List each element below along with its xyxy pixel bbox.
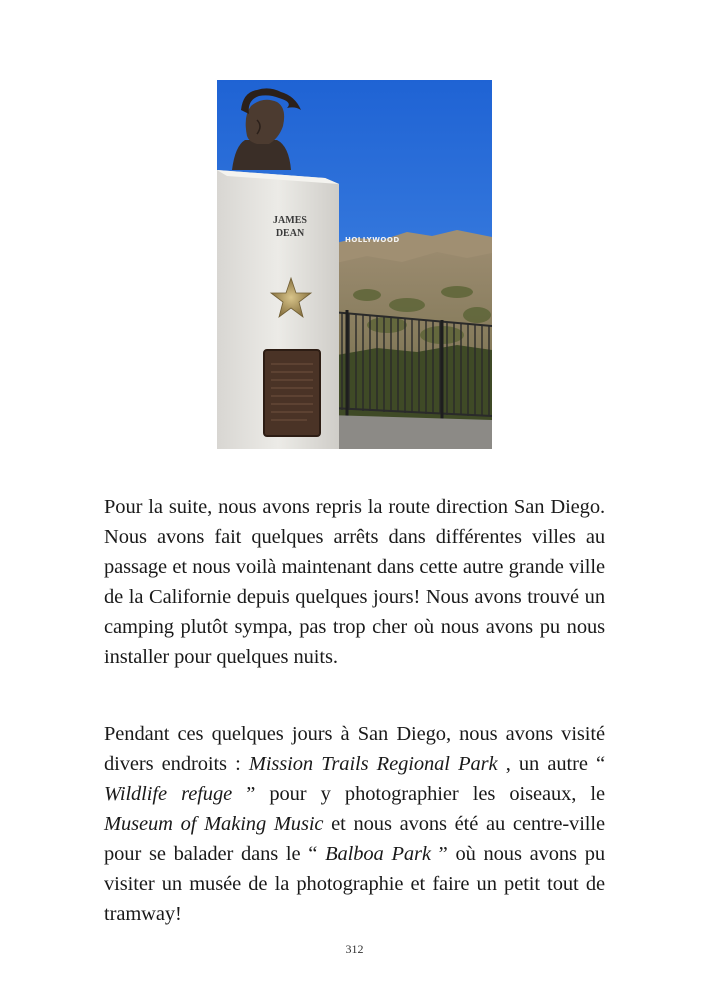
paragraph-2-part-4: et nous avons été au centre-ville pour se balader dans le “ [104, 813, 605, 865]
mission-trails-name: Mission Trails Regional Park [248, 753, 498, 775]
ground [327, 415, 492, 449]
balboa-park-name: Balboa Park [325, 843, 431, 865]
paragraph-2-part-5: ” où nous avons pu visiter un musée de la photographie et faire un petit tout de tramway! [104, 843, 606, 925]
hollywood-sign: HOLLYWOOD [345, 236, 400, 244]
james-dean-monument-photo [217, 80, 492, 449]
paragraph-2-part-1: Pendant ces quelques jours à San Diego, nous avons visité divers endroits : [104, 723, 605, 775]
paragraph-2-part-3: ” pour y photographier les oiseaux, le [232, 783, 605, 805]
plaque-name-line2: DEAN [275, 228, 305, 239]
paragraph-2 [104, 719, 605, 929]
paragraph-2-part-2: , un autre “ [497, 753, 606, 775]
museum-name: Museum of Making Music [104, 813, 324, 835]
page-number: 312 [345, 942, 364, 956]
paragraph-1 [104, 492, 605, 672]
paragraph-1-text: Pour la suite, nous avons repris la route direction San Diego. Nous avons fait quelques arrêts dans différentes villes au passage et nous voilà maintenant dans cette autre grande ville de la Californie depuis quelques jours! Nous avons trouvé un camping plutôt sympa, pas trop cher où nous avons pu nous installer pour quelques nuits. [104, 496, 605, 668]
wildlife-refuge-name: Wildlife refuge [104, 783, 233, 805]
paragraph-2-text [104, 719, 605, 929]
bronze-plaque [264, 350, 320, 436]
plaque-name-line1: JAMES [273, 215, 307, 226]
